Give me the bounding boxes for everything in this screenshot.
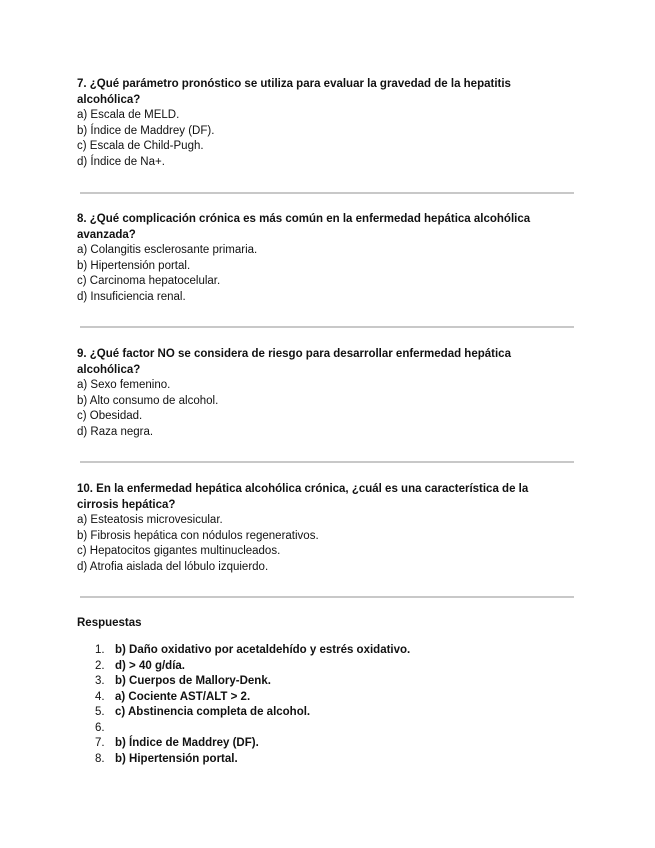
answer-number: 2.	[95, 659, 105, 672]
option-a: a) Escala de MELD.	[77, 109, 180, 121]
option-list	[77, 108, 557, 170]
answer-number: 8.	[95, 752, 105, 765]
option-a: a) Colangitis esclerosante primaria.	[77, 244, 258, 256]
option-d: d) Atrofia aislada del lóbulo izquierdo.	[77, 560, 269, 573]
question-title: 10. En la enfermedad hepática alcohólica crónica, ¿cuál es una característica de la cirrosis hepática?	[77, 483, 529, 511]
answer-text: b) Hipertensión portal.	[115, 752, 238, 765]
option-d: d) Índice de Na+.	[77, 155, 165, 168]
divider	[80, 326, 574, 328]
divider	[80, 461, 574, 463]
answer-item	[77, 736, 410, 752]
answer-number: 7.	[95, 737, 105, 749]
answer-text: d) > 40 g/día.	[115, 659, 185, 672]
answer-text: b) Índice de Maddrey (DF).	[115, 737, 259, 749]
answer-number: 1.	[95, 644, 105, 656]
option-b: b) Fibrosis hepática con nódulos regenerativos.	[77, 529, 319, 542]
option-d: d) Insuficiencia renal.	[77, 290, 186, 303]
answer-number: 5.	[95, 706, 105, 718]
option-b: b) Alto consumo de alcohol.	[77, 394, 219, 407]
answer-number: 6.	[95, 721, 105, 734]
option-d: d) Raza negra.	[77, 425, 154, 438]
answer-text: b) Daño oxidativo por acetaldehído y estrés oxidativo.	[115, 644, 411, 656]
answers-list	[77, 643, 410, 767]
answer-text: a) Cociente AST/ALT > 2.	[115, 690, 251, 703]
question-title: 8. ¿Qué complicación crónica es más común en la enfermedad hepática alcohólica avanzada?	[77, 213, 531, 241]
answer-item	[77, 643, 410, 659]
option-list	[77, 513, 557, 575]
question-title: 7. ¿Qué parámetro pronóstico se utiliza para evaluar la gravedad de la hepatitis alcohólica?	[77, 78, 511, 106]
answer-number: 4.	[95, 690, 105, 703]
option-c: c) Escala de Child-Pugh.	[77, 140, 204, 152]
question-8	[77, 211, 557, 305]
option-a: a) Esteatosis microvesicular.	[77, 514, 223, 526]
answer-text: c) Abstinencia completa de alcohol.	[115, 706, 311, 718]
question-10	[77, 481, 557, 575]
divider	[80, 596, 574, 598]
answer-item	[77, 659, 410, 675]
option-a: a) Sexo femenino.	[77, 379, 171, 391]
answer-item	[77, 674, 410, 690]
answer-item	[77, 690, 410, 706]
answer-text: b) Cuerpos de Mallory-Denk.	[115, 675, 271, 687]
answer-item	[77, 705, 410, 721]
question-title: 9. ¿Qué factor NO se considera de riesgo para desarrollar enfermedad hepática alcohólica?	[77, 348, 511, 376]
question-7	[77, 76, 557, 170]
option-c: c) Carcinoma hepatocelular.	[77, 275, 221, 287]
option-list	[77, 378, 557, 440]
answer-item	[77, 721, 410, 737]
answer-item	[77, 752, 410, 768]
option-b: b) Hipertensión portal.	[77, 259, 191, 272]
option-list	[77, 243, 557, 305]
option-c: c) Hepatocitos gigantes multinucleados.	[77, 545, 281, 557]
answers-heading: Respuestas	[77, 617, 142, 629]
option-c: c) Obesidad.	[77, 410, 143, 422]
divider	[80, 192, 574, 194]
question-9	[77, 346, 557, 440]
answer-number: 3.	[95, 675, 105, 687]
option-b: b) Índice de Maddrey (DF).	[77, 124, 215, 137]
